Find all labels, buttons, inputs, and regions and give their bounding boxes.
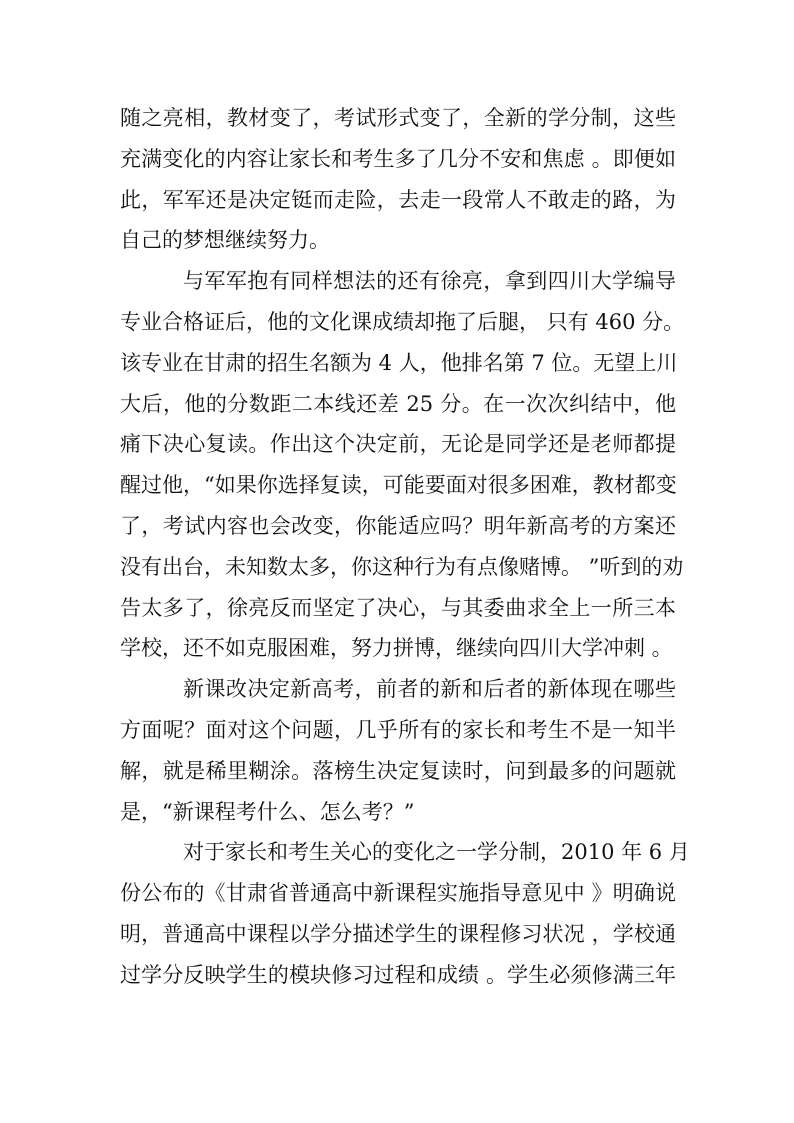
text-line: 过学分反映学生的模块修习过程和成绩 。学生必须修满三年 xyxy=(120,962,676,987)
text-line: 自己的梦想继续努力。 xyxy=(120,228,330,253)
text-line: 没有出台，未知数太多，你这种行为有点像赌博。 ”听到的劝 xyxy=(120,554,684,579)
text-line: 告太多了，徐亮反而坚定了决心，与其委曲求全上一所三本 xyxy=(120,595,676,620)
text-line: 痛下决心复读。作出这个决定前，无论是同学还是老师都提 xyxy=(120,432,676,457)
text-line: 醒过他，“如果你选择复读，可能要面对很多困难，教材都变 xyxy=(120,473,677,498)
text-line: 明，普通高中课程以学分描述学生的课程修习状况 ，学校通 xyxy=(120,921,676,946)
text-line: 与军军抱有同样想法的还有徐亮，拿到四川大学编导 xyxy=(183,269,676,294)
text-line: 是，“新课程考什么、怎么考？” xyxy=(120,799,415,824)
text-line: 新课改决定新高考，前者的新和后者的新体现在哪些 xyxy=(183,677,676,702)
text-line: 此，军军还是决定铤而走险，去走一段常人不敢走的路，为 xyxy=(120,187,676,212)
text-line: 方面呢？面对这个问题，几乎所有的家长和考生不是一知半 xyxy=(120,717,676,742)
body-text xyxy=(120,98,690,996)
text-line: 该专业在甘肃的招生名额为 4 人，他排名第 7 位。无望上川 xyxy=(120,350,678,375)
text-line: 大后，他的分数距二本线还差 25 分。在一次次纠结中，他 xyxy=(120,391,676,416)
text-line: 专业合格证后，他的文化课成绩却拖了后腿， 只有 460 分。 xyxy=(120,309,685,334)
text-line: 了，考试内容也会改变，你能适应吗？明年新高考的方案还 xyxy=(120,513,676,538)
text-line: 充满变化的内容让家长和考生多了几分不安和焦虑 。即便如 xyxy=(120,146,676,171)
text-line: 随之亮相，教材变了，考试形式变了，全新的学分制，这些 xyxy=(120,106,676,130)
text-line: 份公布的《甘肃省普通高中新课程实施指导意见中 》明确说 xyxy=(120,881,676,906)
text-line: 学校，还不如克服困难，努力拼博，继续向四川大学冲刺 。 xyxy=(120,636,673,661)
text-line: 对于家长和考生关心的变化之一学分制，2010 年 6 月 xyxy=(183,840,690,865)
text-line: 解，就是稀里糊涂。落榜生决定复读时，问到最多的问题就 xyxy=(120,758,676,783)
